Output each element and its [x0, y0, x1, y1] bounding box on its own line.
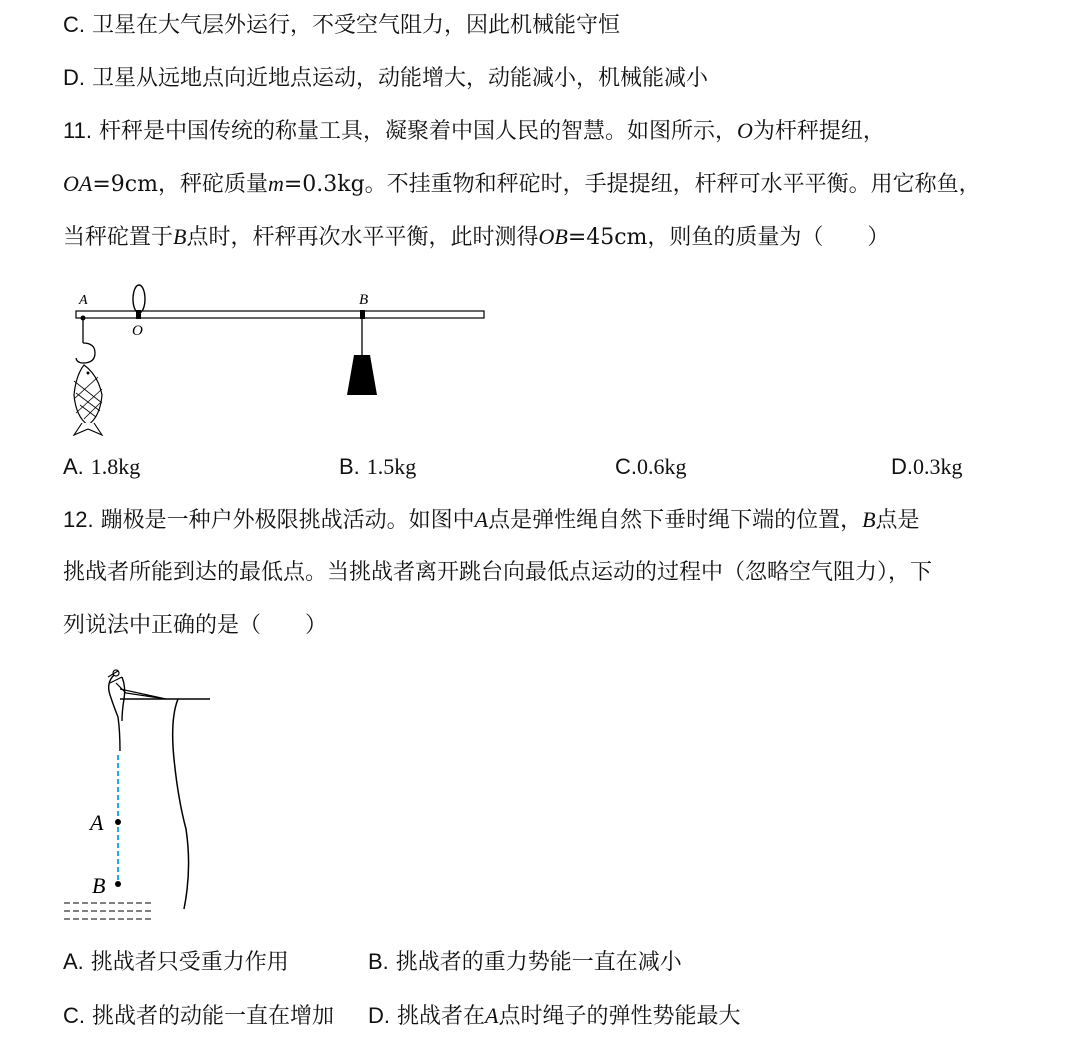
label-A: A [79, 293, 88, 308]
label-B: B [359, 292, 369, 308]
option-label: C. [63, 1003, 85, 1028]
q11-option-c [615, 452, 687, 483]
text: 点时，杆秤再次水平平衡，此时测得 [186, 225, 539, 250]
var-B: B [862, 507, 876, 532]
option-value: 1.5kg [366, 454, 417, 479]
text: =45cm，则鱼的质量为（ ） [567, 225, 890, 250]
q12-stem-line2: 挑战者所能到达的最低点。当挑战者离开跳台向最低点运动的过程中（忽略空气阻力），下 [63, 560, 933, 585]
text: 当秤砣置于 [63, 225, 174, 250]
steelyard-figure [62, 285, 492, 435]
jumper-icon [108, 670, 166, 751]
q11-stem-line3 [63, 222, 889, 253]
option-label: B. [368, 949, 389, 974]
q11-option-a [63, 452, 140, 483]
label-A: A [90, 810, 104, 835]
option-label: D. [63, 65, 85, 90]
counterweight-icon [347, 318, 377, 395]
text: 蹦极是一种户外极限挑战活动。如图中 [100, 508, 475, 533]
option-label: C. [615, 454, 637, 479]
option-text: 挑战者的重力势能一直在减小 [395, 950, 682, 975]
q12-option-d [368, 1001, 740, 1032]
bungee-figure [60, 665, 220, 925]
option-label: C. [63, 12, 85, 37]
fish-icon [74, 318, 102, 435]
text: 点是 [875, 508, 920, 533]
option-label: D. [891, 454, 913, 479]
option-label: A. [63, 949, 84, 974]
text: =9cm，秤砣质量 [92, 172, 268, 197]
option-text: 挑战者在 [397, 1004, 486, 1029]
point-A [115, 819, 121, 825]
text: 为杆秤提纽， [752, 119, 885, 144]
q11-option-b [339, 452, 416, 483]
question-number: 12. [63, 507, 94, 532]
q12-option-a [63, 947, 289, 978]
option-value: 0.3kg [913, 454, 963, 479]
var-A: A [474, 507, 489, 532]
var-A: A [485, 1003, 499, 1028]
q12-stem-line3: 列说法中正确的是（ ） [63, 613, 328, 638]
option-label: B. [339, 454, 360, 479]
label-O: O [132, 323, 143, 339]
text: =0.3kg。不挂重物和秤砣时，手提提纽，杆秤可水平平衡。用它称鱼， [283, 172, 981, 197]
ground-line [64, 903, 152, 919]
option-text: 卫星从远地点向近地点运动，动能增大，动能减小，机械能减小 [92, 66, 709, 91]
q11-stem-line1 [63, 116, 885, 147]
var-O: O [736, 118, 753, 143]
q11-stem-line2 [63, 169, 981, 200]
option-text: 挑战者只受重力作用 [90, 950, 289, 975]
option-text: 挑战者的动能一直在增加 [92, 1004, 335, 1029]
option-value: 0.6kg [637, 454, 687, 479]
label-B: B [92, 873, 106, 898]
option-text: 卫星在大气层外运行，不受空气阻力，因此机械能守恒 [92, 13, 621, 38]
q10-option-d [63, 63, 708, 94]
text: 杆秤是中国传统的称量工具，凝聚着中国人民的智慧。如图所示， [98, 119, 737, 144]
option-label: D. [368, 1003, 390, 1028]
q12-option-b [368, 947, 682, 978]
q12-option-c [63, 1001, 334, 1032]
text: 点是弹性绳自然下垂时绳下端的位置， [488, 508, 863, 533]
question-number: 11. [63, 118, 92, 143]
platform [120, 699, 210, 909]
option-text: 点时绳子的弹性势能最大 [498, 1004, 741, 1029]
option-label: A. [63, 454, 84, 479]
q12-stem-line1 [63, 505, 920, 536]
option-value: 1.8kg [90, 454, 141, 479]
q10-option-c [63, 10, 620, 41]
lifting-loop [133, 285, 145, 313]
var-OA: OA [63, 171, 93, 196]
var-B: B [173, 224, 187, 249]
point-B [115, 881, 121, 887]
var-m: m [267, 171, 284, 196]
var-OB: OB [538, 224, 568, 249]
q11-option-d [891, 452, 963, 483]
